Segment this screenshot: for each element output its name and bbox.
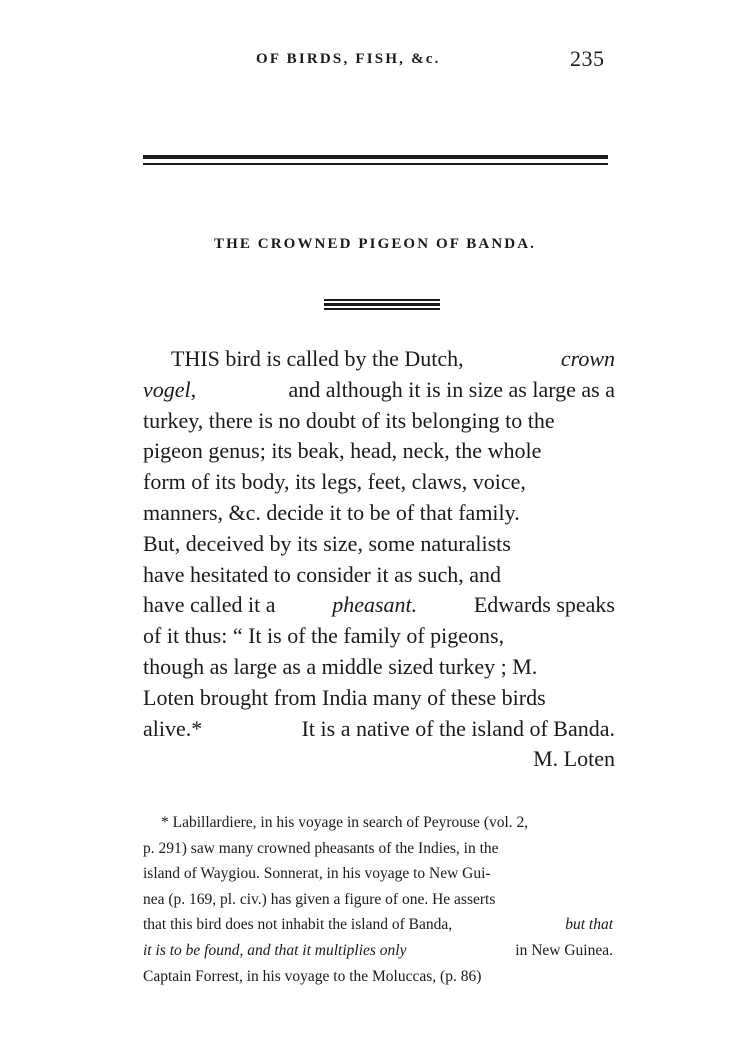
text-line: Loten brought from India many of these birds [143, 684, 546, 710]
text-line: have called it a pheasant. Edwards speaks [143, 592, 615, 618]
text-line: though as large as a middle sized turkey ; M. [143, 653, 538, 679]
ornament-line-bottom [324, 308, 440, 310]
footnote-line: it is to be found, and that it multiplies only in New Guinea. [143, 941, 613, 959]
footnote-line: * Labillardiere, in his voyage in search of Peyrouse (vol. 2, [161, 814, 529, 831]
header-rule-thin [143, 163, 608, 165]
footnote-line: island of Waygiou. Sonnerat, in his voyage to New Gui- [143, 865, 491, 883]
header-rule-thick [143, 155, 608, 159]
text-line: of it thus: “ It is of the family of pigeons, [143, 623, 505, 649]
text-line-catchword: M. Loten [533, 746, 615, 772]
footnote-line: Captain Forrest, in his voyage to the Moluccas, (p. 86) [143, 967, 482, 985]
text-line: THIS bird is called by the Dutch, crown [171, 346, 615, 371]
text-line: manners, &c. decide it to be of that family. [143, 499, 520, 525]
text-line: form of its body, its legs, feet, claws, voice, [143, 469, 526, 495]
footnote-line: p. 291) saw many crowned pheasants of the Indies, in the [143, 839, 499, 857]
footnote-line: nea (p. 169, pl. civ.) has given a figure of one. He asserts [143, 890, 496, 908]
text-line: turkey, there is no doubt of its belonging to the [143, 407, 555, 433]
text-line: vogel, and although it is in size as large as a [143, 376, 615, 402]
page-number: 235 [570, 46, 605, 71]
ornament-line-top [324, 299, 440, 301]
text-line: have hesitated to consider it as such, and [143, 561, 502, 587]
chapter-title: THE CROWNED PIGEON OF BANDA. [213, 236, 536, 252]
body-paragraph [143, 344, 615, 775]
text-line: alive.* It is a native of the island of Banda. [143, 715, 615, 741]
ornament-line-middle [324, 303, 440, 306]
footnote [143, 810, 613, 989]
text-line: pigeon genus; its beak, head, neck, the whole [143, 438, 542, 464]
running-head: OF BIRDS, FISH, &c. [256, 51, 441, 67]
page-header [0, 48, 750, 78]
text-line: But, deceived by its size, some naturalists [143, 530, 511, 556]
footnote-line: that this bird does not inhabit the island of Banda, but that [143, 916, 613, 934]
